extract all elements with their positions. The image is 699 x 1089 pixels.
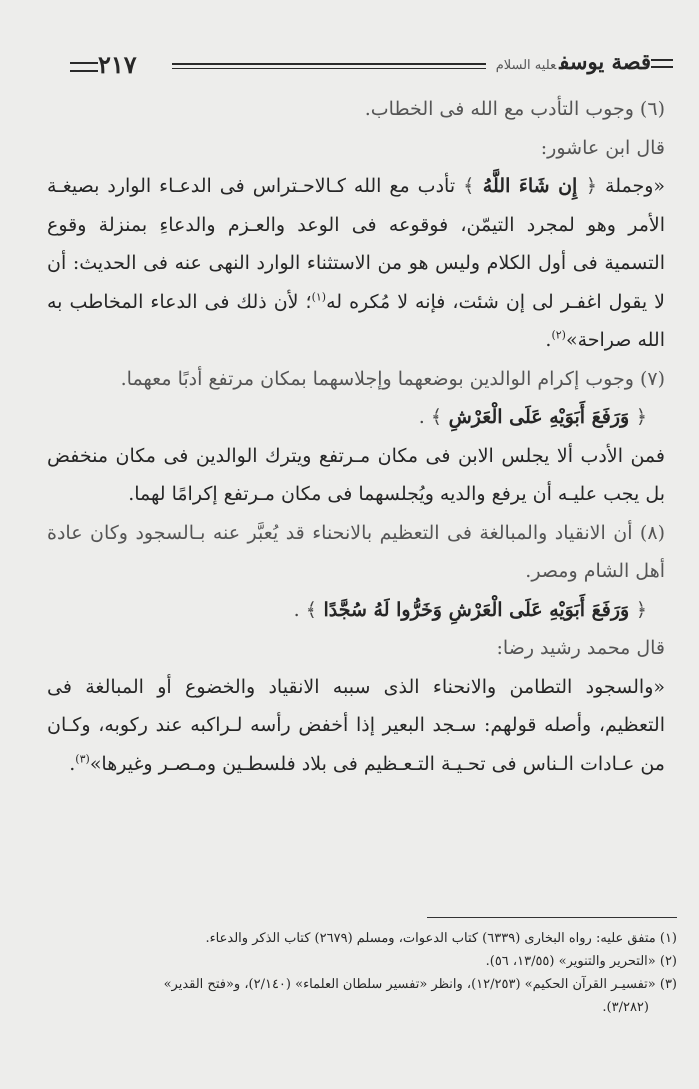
header-rule: [172, 63, 486, 69]
page-number-ornament: [70, 62, 98, 72]
footnote-3: (٣) «تفسيـر القرآن الحكيم» (١٢/٢٥٣)، وانظر «تفسير سلطان العلماء» (٢/١٤٠)، و«فتح القدير»: [163, 977, 677, 992]
honorific-mark: عليه السلام: [495, 58, 557, 73]
footnotes: [27, 927, 677, 1019]
page-number-block: [62, 50, 137, 79]
ibn-ashur-quote: «وجملة ﴿ إِن شَاءَ اللَّهُ ﴾ تأدب مع الله كـالاحـتراس فى الدعـاء الوارد بصيغـة الأمر وهو لمجرد التيمّن، فوقوعه فى الوعد والعـزم والدعاءِ بمنزلة وقوع التسمية فى أول الكلام وليس هو من الاستثناء الوارد النهى عنه فى الحديث: أن لا يقول اغفـر لى إن شئت، فإنه لا مُكره له$^{(١)}$؛ لأن ذلك فى الدعاء المخاطب به الله صراحة»$^{(٢)}$.: [47, 175, 666, 351]
point-7-heading: (٧) وجوب إكرام الوالدين بوضعهما وإجلاسهما بمكان مرتفع أدبًا معهما.: [120, 367, 665, 390]
verse-quote-2: ﴿ وَرَفَعَ أَبَوَيْهِ عَلَى الْعَرْشِ وَخَرُّوا لَهُ سُجَّدًا ﴾ .: [293, 598, 647, 621]
rashid-rida-quote: «والسجود التطامن والانحناء الذى سببه الانقياد والخضوع أو المبالغة فى التعظيم، وأصله قولهم: سـجد البعير إذا أخفض رأسه لـراكبه عند ركوبه، وكـان من عـادات الـناس فى تحـيـة التـعـظيم فى بلاد فلسطـين ومـصـر وغيرها»$^{(٣)}$.: [47, 675, 665, 775]
footnote-ref-2: (٢): [551, 328, 566, 342]
verse-quote-inline: ﴿ إِن شَاءَ اللَّهُ ﴾: [463, 175, 598, 197]
page-number: ٢١٧: [98, 50, 137, 79]
main-text: [47, 90, 677, 783]
footnote-2: (٢) «التحرير والتنوير» (١٣/٥٥، ٥٦).: [485, 954, 677, 969]
page-header: [62, 49, 681, 79]
quote-attribution-rashid-rida: قال محمد رشيد رضا:: [496, 637, 665, 659]
book-title: قصة يوسف: [559, 49, 651, 74]
point-8-heading: (٨) أن الانقياد والمبالغة فى التعظيم بالانحناء قد يُعبَّر عنه بـالسجود وكان عادة أهل الشام ومصر.: [47, 521, 665, 582]
footnote-ref-1: (١): [311, 290, 327, 304]
title-ornament: [651, 59, 673, 68]
footnote-3-continued: (٣/٢٨٢).: [602, 1000, 649, 1015]
verse-quote-1: ﴿ وَرَفَعَ أَبَوَيْهِ عَلَى الْعَرْشِ ﴾ .: [418, 406, 647, 428]
footnote-divider: [427, 917, 677, 918]
running-title: [496, 49, 681, 74]
footnote-ref-3: (٣): [75, 752, 90, 766]
point-7-explanation: فمن الأدب ألا يجلس الابن فى مكان مـرتفع ويترك الوالدين فى مكان منخفض بل يجب عليـه أن يرفع والديه ويُجلسهما فى مكان مـرتفع إكرامًا لهما.: [47, 444, 665, 505]
footnote-1: (١) متفق عليه: رواه البخارى (٦٣٣٩) كتاب الدعوات، ومسلم (٢٦٧٩) كتاب الذكر والدعاء.: [205, 931, 677, 946]
quote-attribution-ibn-ashur: قال ابن عاشور:: [540, 136, 665, 159]
point-6-heading: (٦) وجوب التأدب مع الله فى الخطاب.: [364, 98, 665, 120]
